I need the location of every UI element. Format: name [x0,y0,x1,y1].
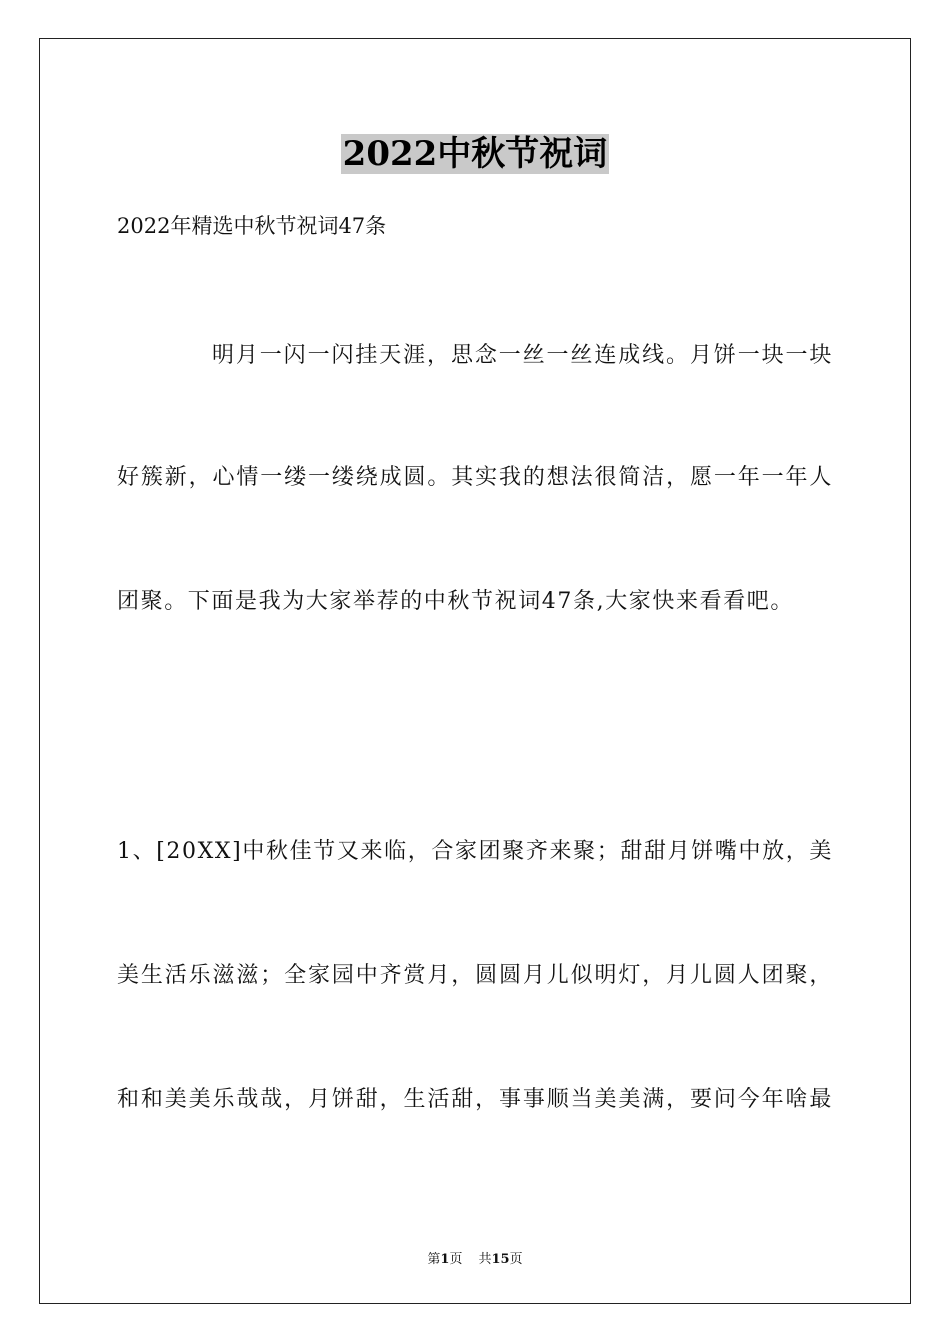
intro-line-2: 好簇新，心情一缕一缕绕成圆。其实我的想法很简洁，愿一年一年人 [117,465,833,490]
document-subtitle: 2022年精选中秋节祝词47条 [117,214,387,238]
total-pages: 15 [491,1252,510,1267]
document-title-text: 2022中秋节祝词 [342,134,608,174]
page-footer [0,1248,950,1267]
intro-line-1: 明月一闪一闪挂天涯，思念一丝一丝连成线。月饼一块一块 [212,343,833,368]
page-prefix: 第 [427,1252,441,1267]
page-number: 1 [440,1252,450,1267]
intro-line-3: 团聚。下面是我为大家举荐的中秋节祝词47条,大家快来看看吧。 [117,589,794,614]
item-line-1: 1、[20XX]中秋佳节又来临，合家团聚齐来聚；甜甜月饼嘴中放，美 [117,839,833,864]
item-line-3: 和和美美乐哉哉，月饼甜，生活甜，事事顺当美美满，要问今年啥最 [117,1087,833,1112]
total-suffix: 页 [509,1252,523,1267]
total-prefix: 共 [478,1252,492,1267]
page-suffix: 页 [449,1252,463,1267]
item-line-2: 美生活乐滋滋；全家园中齐赏月，圆圆月儿似明灯，月儿圆人团聚， [117,963,833,988]
document-title [0,126,950,175]
